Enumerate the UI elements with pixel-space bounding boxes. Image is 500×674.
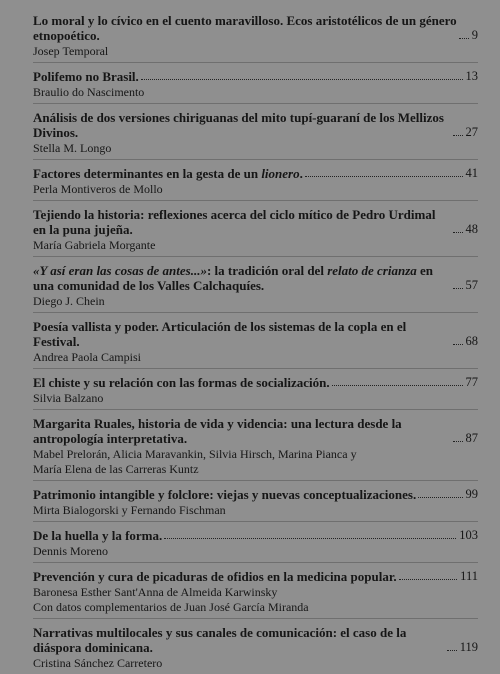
toc-entry — [33, 110, 478, 160]
entry-title: Lo moral y lo cívico en el cuento maravilloso. Ecos aristotélicos de un género etnopoético. — [33, 13, 457, 43]
entry-title: Poesía vallista y poder. Articulación de los sistemas de la copla en el Festival. — [33, 319, 407, 349]
dot-leader — [453, 344, 463, 345]
entry-title-end: . — [299, 166, 303, 181]
dot-leader — [447, 650, 457, 651]
dot-leader — [453, 441, 463, 442]
entry-author: Cristina Sánchez Carretero — [33, 656, 163, 670]
entry-title: Análisis de dos versiones chiriguanas del mito tupí-guaraní de los Mellizos Divinos. — [33, 110, 444, 140]
page-number: 87 — [465, 431, 478, 445]
dot-leader — [459, 38, 469, 39]
toc-entry — [33, 13, 478, 63]
page-number: 77 — [465, 375, 478, 389]
dot-leader — [453, 288, 463, 289]
page-number: 9 — [471, 28, 478, 42]
entry-title-text: : la tradición oral del — [206, 263, 324, 278]
entry-author: Josep Temporal — [33, 44, 109, 58]
page-number: 111 — [460, 569, 478, 583]
entry-author: Con datos complementarios de Juan José García Miranda — [33, 600, 309, 614]
entry-author: Mabel Prelorán, Alicia Maravankin, Silvia Hirsch, Marina Pianca y — [33, 447, 357, 461]
toc-entry — [33, 166, 478, 201]
entry-author: María Elena de las Carreras Kuntz — [33, 462, 199, 476]
entry-author: Braulio do Nascimento — [33, 85, 145, 99]
dot-leader — [305, 176, 463, 177]
toc-entry — [33, 569, 478, 619]
entry-title: Patrimonio intangible y folclore: viejas y nuevas conceptualizaciones. — [33, 487, 417, 502]
page-number: 57 — [465, 278, 478, 292]
page-number: 68 — [465, 334, 478, 348]
entry-title: El chiste y su relación con las formas de socialización. — [33, 375, 330, 390]
toc-entry — [33, 319, 478, 369]
entry-author: Perla Montiveros de Mollo — [33, 182, 163, 196]
dot-leader — [453, 232, 463, 233]
entry-title-italic: lionero — [261, 166, 300, 181]
entry-title: Polifemo no Brasil. — [33, 69, 139, 84]
entry-author: Stella M. Longo — [33, 141, 112, 155]
entry-title — [33, 263, 451, 293]
dot-leader — [399, 579, 458, 580]
entry-title-end: en una comunidad de los Valles Calchaquíes. — [33, 263, 434, 293]
entry-author: María Gabriela Morgante — [33, 238, 156, 252]
page-number: 119 — [459, 640, 478, 654]
dot-leader — [332, 385, 463, 386]
page-number: 48 — [465, 222, 478, 236]
entry-author: Mirta Bialogorski y Fernando Fischman — [33, 503, 226, 517]
page-number: 27 — [465, 125, 478, 139]
entry-title: De la huella y la forma. — [33, 528, 163, 543]
toc-entry — [33, 416, 478, 481]
toc-entry — [33, 69, 478, 104]
entry-title: Narrativas multilocales y sus canales de comunicación: el caso de la diáspora dominicana. — [33, 625, 407, 655]
page-number: 99 — [465, 487, 478, 501]
entry-title: Tejiendo la historia: reflexiones acerca del ciclo mítico de Pedro Urdimal en la puna jujeña. — [33, 207, 436, 237]
toc-entry — [33, 207, 478, 257]
page-number: 13 — [465, 69, 478, 83]
page-number: 103 — [459, 528, 478, 542]
entry-author: Andrea Paola Campisi — [33, 350, 141, 364]
entry-title: Prevención y cura de picaduras de ofidios en la medicina popular. — [33, 569, 397, 584]
entry-title — [33, 166, 303, 181]
entry-title-italic-lead: «Y así eran las cosas de antes...» — [33, 263, 207, 278]
toc-entry — [33, 625, 478, 674]
entry-title-text: Factores determinantes en la gesta de un — [33, 166, 259, 181]
entry-title: Margarita Ruales, historia de vida y videncia: una lectura desde la antropología interpretativa. — [33, 416, 402, 446]
dot-leader — [164, 538, 456, 539]
toc-entry — [33, 528, 478, 563]
toc-entry — [33, 487, 478, 522]
dot-leader — [453, 135, 463, 136]
entry-author: Silvia Balzano — [33, 391, 104, 405]
entry-author: Dennis Moreno — [33, 544, 108, 558]
toc-entry — [33, 375, 478, 410]
entry-author: Baronesa Esther Sant'Anna de Almeida Karwinsky — [33, 585, 278, 599]
entry-title-italic: relato de crianza — [327, 263, 417, 278]
entry-author: Diego J. Chein — [33, 294, 105, 308]
page-number: 41 — [465, 166, 478, 180]
dot-leader — [141, 79, 463, 80]
dot-leader — [418, 497, 462, 498]
toc-entry — [33, 263, 478, 313]
